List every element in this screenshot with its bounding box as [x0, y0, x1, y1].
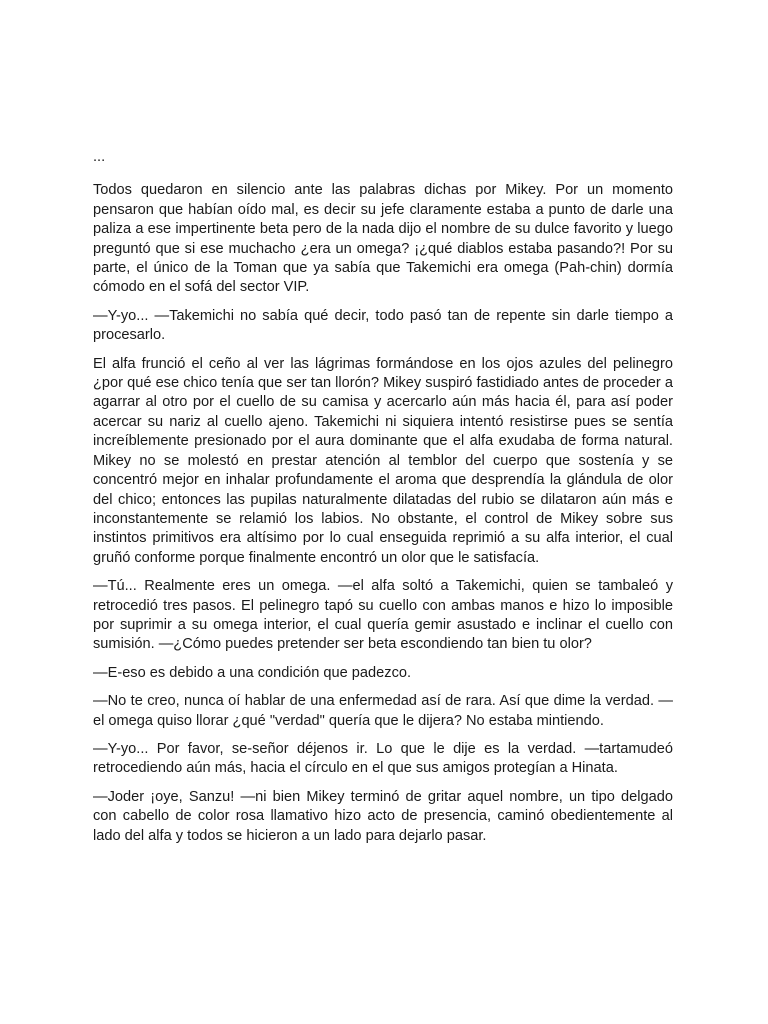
paragraph-realmente-omega: —Tú... Realmente eres un omega. —el alfa soltó a Takemichi, quien se tambaleó y retrocedió tres pasos. El pelinegro tapó su cuello con ambas manos e hizo lo imposible por suprimir a su omega interior, el cual quería gemir asustado e inclinar el cuello con sumisión. —¿Cómo puedes pretender ser beta escondiendo tan bien tu olor? — [93, 578, 673, 653]
paragraph-ellipsis: ... — [93, 149, 106, 165]
paragraph-silence: Todos quedaron en silencio ante las palabras dichas por Mikey. Por un momento pensaron que habían oído mal, es decir su jefe claramente estaba a punto de darle una paliza a ese impertinente beta pero de la nada dijo el nombre de su dulce favorito y luego preguntó que si ese muchacho ¿era un omega? ¡¿qué diablos estaba pasando?! Por su parte, el único de la Toman que ya sabía que Takemichi era omega (Pah-chin) dormía cómodo en el sofá del sector VIP. — [93, 182, 673, 296]
paragraph-dejenos-ir: —Y-yo... Por favor, se-señor déjenos ir. Lo que le dije es la verdad. —tartamudeó retrocediendo aún más, hacia el círculo en el que sus amigos protegían a Hinata. — [93, 740, 673, 777]
paragraph-sanzu: —Joder ¡oye, Sanzu! —ni bien Mikey terminó de gritar aquel nombre, un tipo delgado con cabello de color rosa llamativo hizo acto de presencia, caminó obedientemente al lado del alfa y todos se hicieron a un lado para dejarlo pasar. — [93, 788, 673, 844]
paragraph-condicion: —E-eso es debido a una condición que padezco. — [93, 664, 412, 681]
document-page — [93, 148, 673, 855]
paragraph-alfa-frown: El alfa frunció el ceño al ver las lágrimas formándose en los ojos azules del pelinegro ¿por qué ese chico tenía que ser tan llorón? Mikey suspiró fastidiado antes de proceder a agarrar al otro por el cuello de su camisa y acercarlo aún más hacia él, para así poder acercar su nariz al cuello ajeno. Takemichi ni siquiera intentó resistirse pues se sentía increíblemente presionado por el aura dominante que el alfa exudaba de forma natural. Mikey no se molestó en prestar atención al temblor del cuerpo que sostenía y se concentró mejor en inhalar profundamente el aroma que desprendía la glándula de olor del chico; entonces las pupilas naturalmente dilatadas del rubio se dilataron aún más e inconstantemente se relamió los labios. No obstante, el control de Mikey sobre sus instintos primitivos era altísimo por lo cual enseguida reprimió a su alfa interior, el cual gruñó conforme porque finalmente encontró un olor que le satisfacía. — [93, 355, 673, 566]
paragraph-no-te-creo: —No te creo, nunca oí hablar de una enfermedad así de rara. Así que dime la verdad. —el omega quiso llorar ¿qué "verdad" quería que le dijera? No estaba mintiendo. — [93, 693, 673, 729]
paragraph-takemichi-stammer: —Y-yo... —Takemichi no sabía qué decir, todo pasó tan de repente sin darle tiempo a procesarlo. — [93, 307, 673, 344]
